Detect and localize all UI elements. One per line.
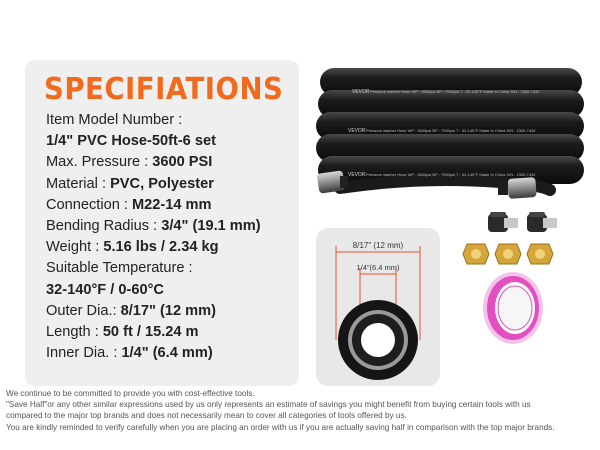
spec-label: Suitable Temperature : <box>46 260 193 277</box>
inner-diameter-label: 1/4"(6.4 mm) <box>356 263 400 272</box>
hose-print-text: Pressure washer Hose WP : 3600psi BP : 7900psi T : 32-140°F Made In China S/N : 2306.7434 <box>366 172 536 177</box>
disclaimer-line: You are kindly reminded to verify carefully when you are placing an order with us if you are actually saving half in comparison with the top major brands. <box>6 422 555 432</box>
spec-label: Weight : <box>46 239 104 256</box>
spec-label: Max. Pressure : <box>46 154 153 171</box>
brass-adapter-2 <box>495 244 521 264</box>
accessories-image <box>455 200 585 390</box>
spec-row-connection <box>46 195 296 216</box>
cross-section-diagram <box>316 228 440 386</box>
coiled-hose-image <box>300 60 590 220</box>
spec-value: 1/4" (6.4 mm) <box>121 345 213 362</box>
specifications-list <box>46 110 296 364</box>
spec-value: 5.16 lbs / 2.34 kg <box>103 239 219 256</box>
spec-row-pressure <box>46 152 296 173</box>
spec-value: 32-140°F / 0-60°C <box>46 281 164 298</box>
spec-label: Item Model Number : <box>46 112 183 128</box>
spec-row-outer-dia <box>46 301 296 322</box>
brass-adapter-3 <box>527 244 553 264</box>
spec-label: Bending Radius : <box>46 217 162 234</box>
hose-bore <box>361 323 395 357</box>
spec-row-temperature-label <box>46 258 296 279</box>
spec-row-material <box>46 174 296 195</box>
spec-value: PVC, Polyester <box>110 175 214 192</box>
specifications-title: SPECIFIATIONS <box>44 72 284 107</box>
spec-label: Length : <box>46 323 103 340</box>
hose-coil-graphic <box>300 60 590 220</box>
cross-section-graphic <box>316 228 440 386</box>
disclaimer-line: compared to the major top brands and does not necessarily mean to cover all categories of tools offered by us. <box>6 411 407 421</box>
hose-print-text: Pressure washer Hose WP : 3600psi BP : 7900psi T : 32-140°F Made In China S/N : 2306.7434 <box>366 128 536 133</box>
spec-row-temperature-value <box>46 280 296 301</box>
disclaimer-text <box>6 388 600 433</box>
spec-label: Inner Dia. : <box>46 345 122 362</box>
disclaimer-line: "Save Half"or any other similar expressions used by us only represents an estimate of savings you might benefit from buying certain tools with us <box>6 400 531 410</box>
quick-connector-right <box>527 212 557 232</box>
hose-print-brand: VEVOR <box>348 172 366 178</box>
spec-row-model-value <box>46 131 296 152</box>
hose-print-brand: VEVOR <box>348 128 366 134</box>
spec-label: Outer Dia.: <box>46 302 121 319</box>
spec-row-weight <box>46 237 296 258</box>
spec-value: 50 ft / 15.24 m <box>102 323 199 340</box>
disclaimer-line: We continue to be committed to provide you with cost-effective tools. <box>6 389 255 398</box>
sealing-tape-roll <box>483 272 543 344</box>
spec-value: 1/4" PVC Hose-50ft-6 set <box>46 133 216 150</box>
spec-row-bending-radius <box>46 216 296 237</box>
hose-print-text: Pressure washer Hose WP : 3600psi BP : 7900psi T : 32-140°F Made In China S/N : 2306.7434 <box>370 89 540 94</box>
outer-diameter-label: 8/17" (12 mm) <box>352 241 404 250</box>
spec-value: 3/4" (19.1 mm) <box>161 217 261 234</box>
spec-label: Connection : <box>46 196 132 213</box>
spec-label: Material : <box>46 175 111 192</box>
hose-print-brand: VEVOR <box>352 89 370 95</box>
spec-row-length <box>46 322 296 343</box>
brass-adapter-1 <box>463 244 489 264</box>
spec-value: 8/17" (12 mm) <box>120 302 216 319</box>
spec-value: M22-14 mm <box>132 196 212 213</box>
spec-row-inner-dia <box>46 343 296 364</box>
accessories-graphic <box>455 200 585 390</box>
spec-value: 3600 PSI <box>152 154 213 171</box>
quick-connector-left <box>488 212 518 232</box>
spec-row-model-label <box>46 110 296 131</box>
